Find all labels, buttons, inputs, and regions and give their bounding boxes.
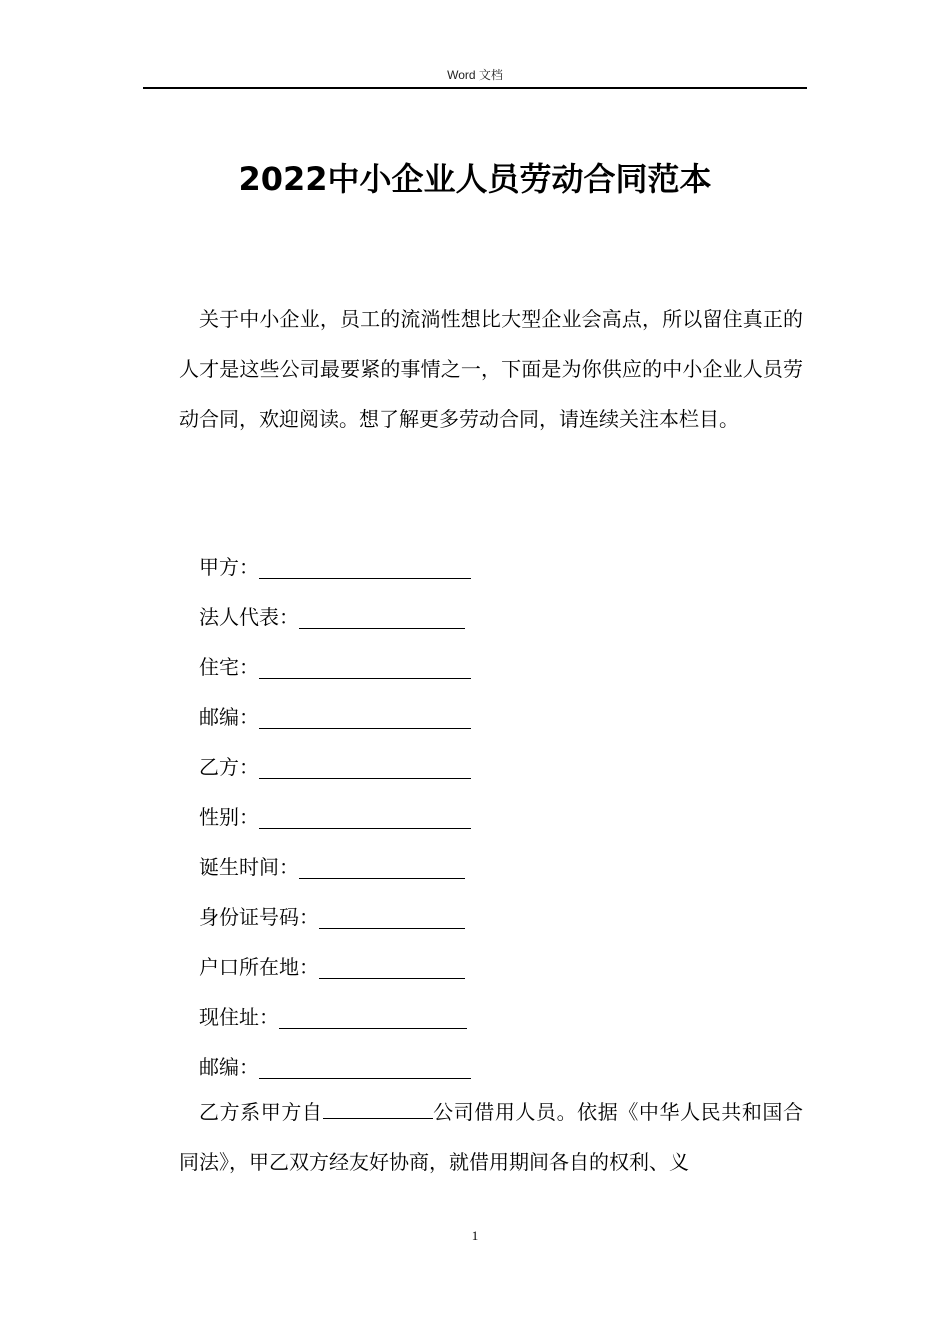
- fill-in-blank[interactable]: [259, 1056, 471, 1079]
- closing-paragraph: [179, 1087, 803, 1187]
- fill-in-blank[interactable]: [279, 1006, 467, 1029]
- fill-in-blank[interactable]: [259, 706, 471, 729]
- field-postcode-a: [199, 692, 471, 742]
- field-label: 法人代表：: [199, 605, 299, 629]
- field-label: 乙方：: [199, 755, 259, 779]
- field-residence: [199, 642, 471, 692]
- field-current-address: [199, 992, 471, 1042]
- field-label: 户口所在地：: [199, 955, 319, 979]
- fill-in-blank[interactable]: [299, 606, 465, 629]
- field-postcode-b: [199, 1042, 471, 1092]
- field-birth-date: [199, 842, 471, 892]
- field-label: 邮编：: [199, 705, 259, 729]
- company-name-blank[interactable]: [323, 1098, 433, 1119]
- field-label: 性别：: [199, 805, 259, 829]
- page-header: Word 文档: [447, 68, 503, 82]
- document-title: 2022中小企业人员劳动合同范本: [238, 160, 712, 198]
- header-divider: [143, 87, 807, 89]
- fill-in-blank[interactable]: [259, 556, 471, 579]
- fill-in-blank[interactable]: [259, 756, 471, 779]
- page-number: 1: [471, 1228, 479, 1243]
- field-label: 住宅：: [199, 655, 259, 679]
- field-label: 诞生时间：: [199, 855, 299, 879]
- fill-in-blank[interactable]: [299, 856, 465, 879]
- party-info-fields: [199, 542, 471, 1092]
- fill-in-blank[interactable]: [259, 656, 471, 679]
- field-label: 邮编：: [199, 1055, 259, 1079]
- fill-in-blank[interactable]: [319, 906, 465, 929]
- field-party-b: [199, 742, 471, 792]
- field-gender: [199, 792, 471, 842]
- fill-in-blank[interactable]: [259, 806, 471, 829]
- closing-text-start: 乙方系甲方自: [199, 1100, 323, 1124]
- field-label: 身份证号码：: [199, 905, 319, 929]
- field-id-number: [199, 892, 471, 942]
- closing-text-end: 公司借用人员。依据《中华人民共和国合同法》，甲乙双方经友好协商，就借用期间各自的权利、义: [179, 1100, 803, 1174]
- field-label: 甲方：: [199, 555, 259, 579]
- field-party-a: [199, 542, 471, 592]
- field-legal-representative: [199, 592, 471, 642]
- fill-in-blank[interactable]: [319, 956, 465, 979]
- intro-paragraph: 关于中小企业，员工的流淌性想比大型企业会高点，所以留住真正的人才是这些公司最要紧的事情之一，下面是为你供应的中小企业人员劳动合同，欢迎阅读。想了解更多劳动合同，请连续关注本栏目。: [179, 307, 803, 431]
- field-household-registration: [199, 942, 471, 992]
- field-label: 现住址：: [199, 1005, 279, 1029]
